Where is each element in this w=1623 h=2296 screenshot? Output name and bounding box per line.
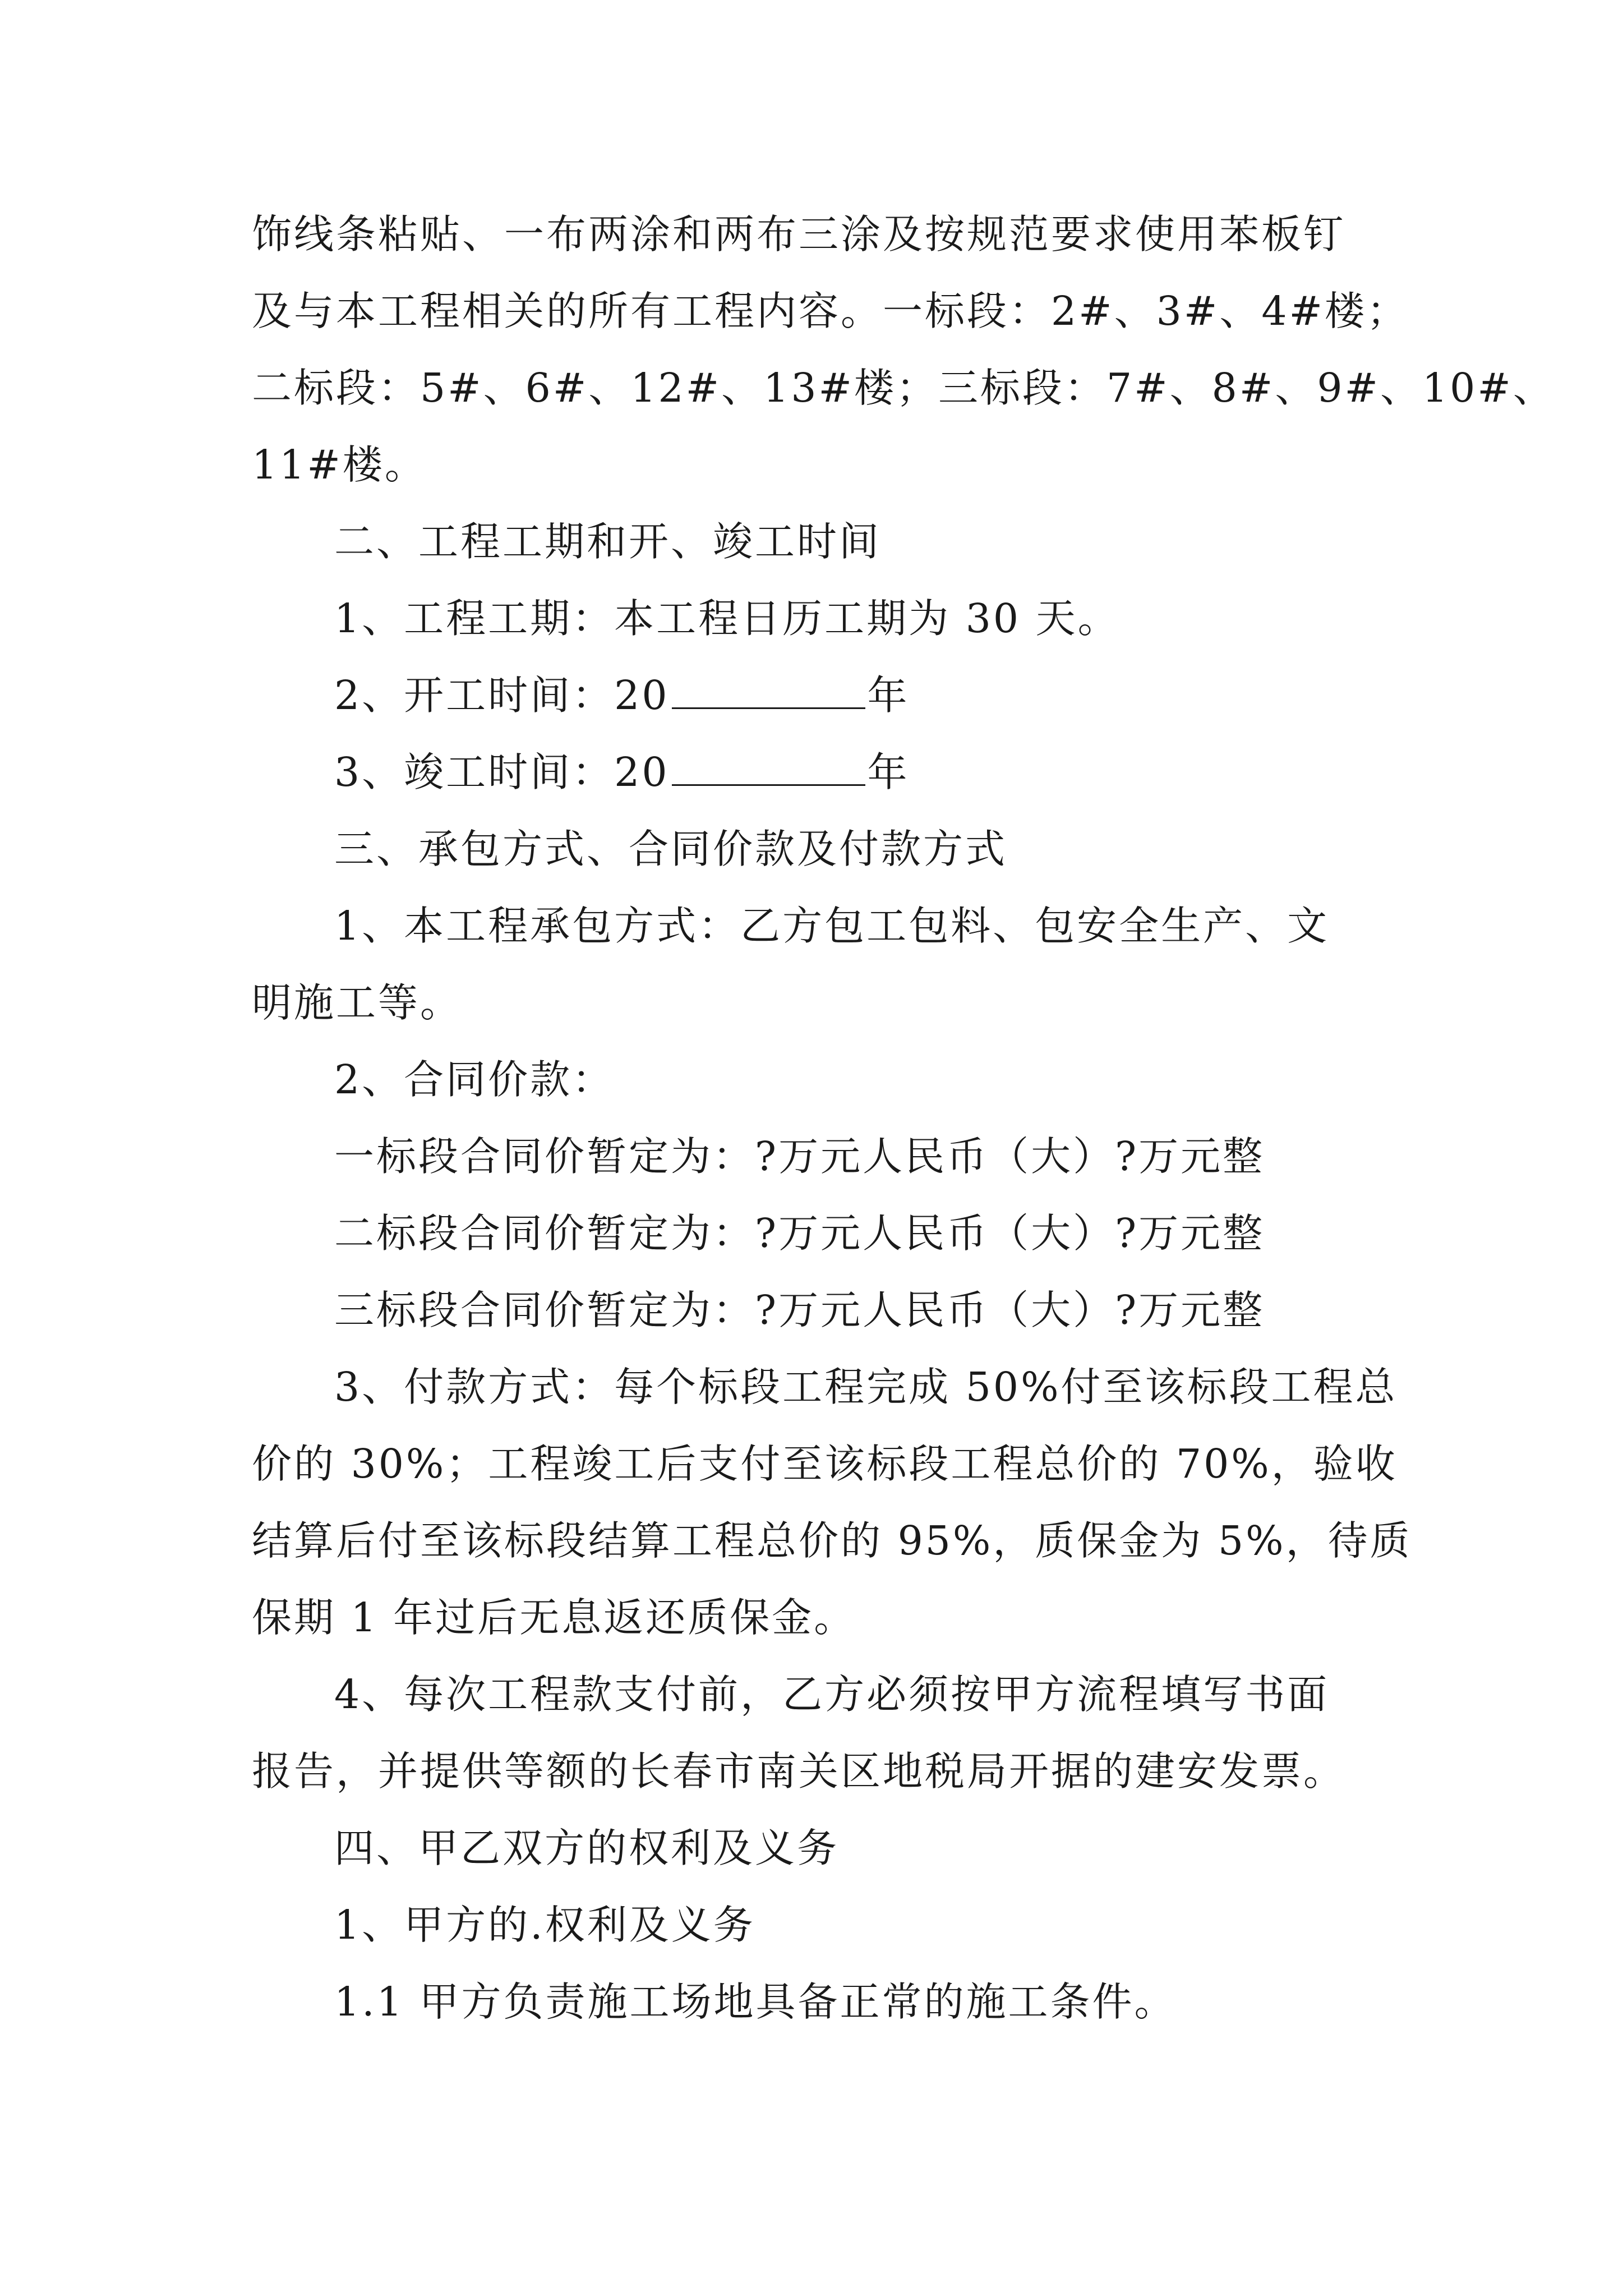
paragraph-line: 4、每次工程款支付前，乙方必须按甲方流程填写书面	[334, 1671, 1330, 1718]
section-heading: 二、工程工期和开、竣工时间	[334, 518, 882, 565]
paragraph-line: 保期 1 年过后无息返还质保金。	[252, 1594, 856, 1641]
finish-time-line	[334, 744, 910, 800]
paragraph-line: 2、合同价款：	[334, 1056, 615, 1103]
section-heading: 四、甲乙双方的权利及义务	[334, 1825, 840, 1871]
start-time-line	[334, 668, 910, 724]
paragraph-line: 结算后付至该标段结算工程总价的 95%，质保金为 5%，待质	[252, 1517, 1412, 1564]
start-time-label: 2、开工时间：20	[334, 672, 670, 719]
paragraph-line: 11#楼。	[252, 441, 427, 488]
finish-time-suffix: 年	[867, 749, 910, 795]
finish-time-label: 3、竣工时间：20	[334, 749, 670, 795]
start-time-blank	[672, 674, 865, 709]
paragraph-line: 饰线条粘贴、一布两涂和两布三涂及按规范要求使用苯板钉	[252, 211, 1346, 257]
section-heading: 三、承包方式、合同价款及付款方式	[334, 826, 1008, 872]
paragraph-line: 1.1 甲方负责施工场地具备正常的施工条件。	[334, 1978, 1177, 2025]
paragraph-line: 三标段合同价暂定为：?万元人民币（大）?万元整	[334, 1287, 1265, 1333]
paragraph-line: 1、甲方的.权利及义务	[334, 1902, 755, 1948]
start-time-suffix: 年	[867, 672, 910, 719]
paragraph-line: 及与本工程相关的所有工程内容。一标段：2#、3#、4#楼；	[252, 288, 1409, 334]
paragraph-line: 明施工等。	[252, 979, 463, 1026]
paragraph-line: 二标段合同价暂定为：?万元人民币（大）?万元整	[334, 1210, 1265, 1257]
paragraph-line: 价的 30%；工程竣工后支付至该标段工程总价的 70%，验收	[252, 1441, 1398, 1487]
finish-time-blank	[672, 751, 865, 786]
paragraph-line: 1、工程工期：本工程日历工期为 30 天。	[334, 595, 1120, 642]
paragraph-line: 报告，并提供等额的长春市南关区地税局开据的建安发票。	[252, 1748, 1346, 1795]
paragraph-line: 1、本工程承包方式：乙方包工包料、包安全生产、文	[334, 903, 1330, 949]
paragraph-line: 3、付款方式：每个标段工程完成 50%付至该标段工程总	[334, 1364, 1398, 1410]
paragraph-line: 一标段合同价暂定为：?万元人民币（大）?万元整	[334, 1133, 1265, 1180]
paragraph-line: 二标段：5#、6#、12#、13#楼；三标段：7#、8#、9#、10#、	[252, 365, 1555, 411]
